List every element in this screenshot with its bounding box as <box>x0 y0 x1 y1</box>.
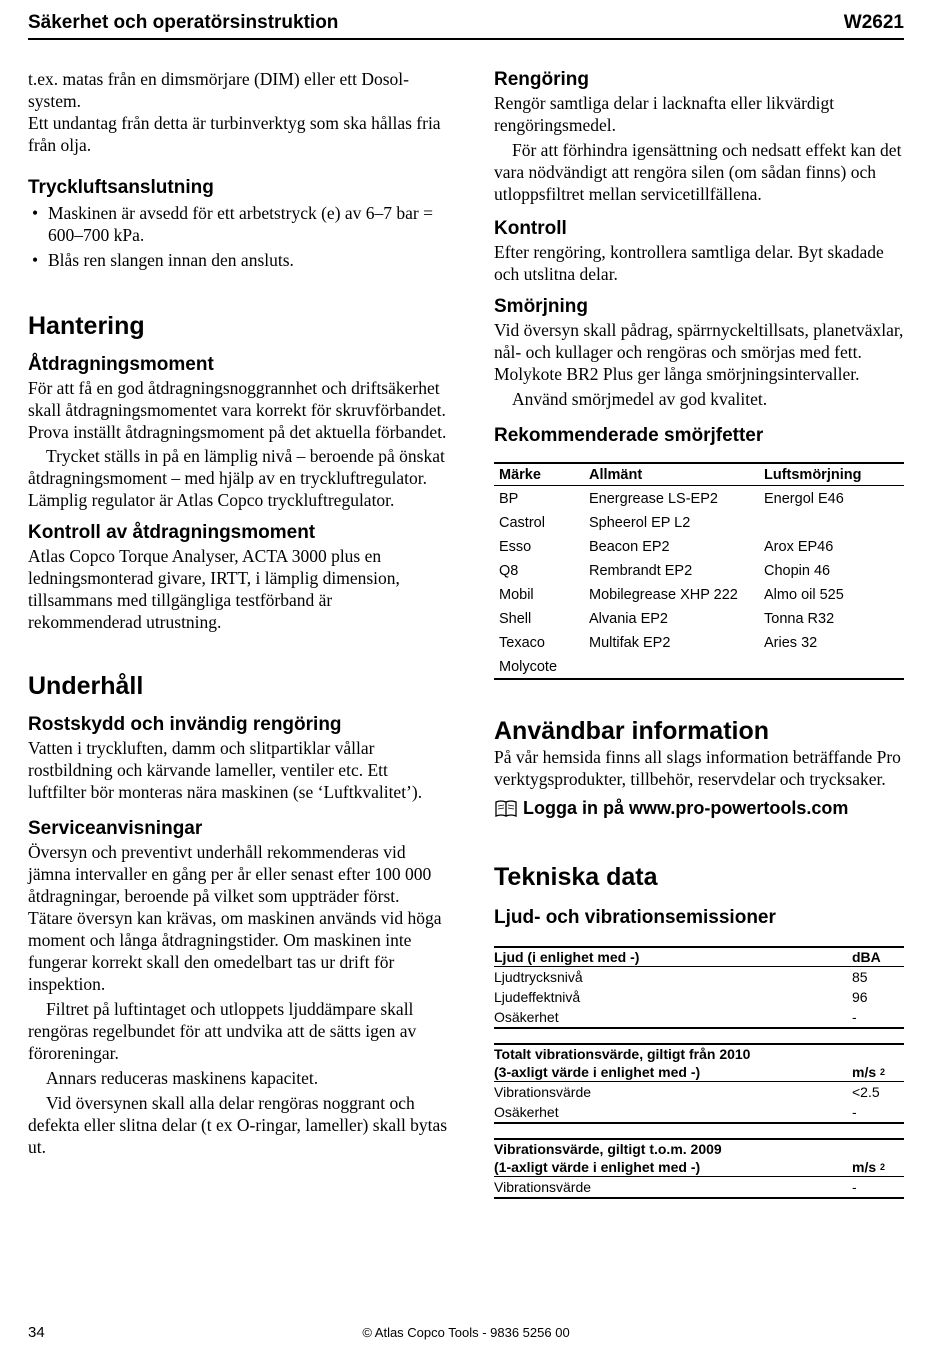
page-footer <box>28 1324 904 1346</box>
table-header-row <box>494 463 904 486</box>
table-cell: Castrol <box>499 514 545 531</box>
table-cell: Osäkerhet <box>494 1102 852 1123</box>
table-cell: Mobil <box>499 586 534 603</box>
left-column <box>28 68 448 1158</box>
rust-protection-paragraph: Vatten i tryckluften, damm och slitpartiklar vållar rostbildning och kärvande lameller, ventiler etc. Ett luftfilter bör monteras nära maskinen (se ‘Luftkvalitet’). <box>28 738 423 802</box>
table-cell: - <box>852 1177 904 1199</box>
torque-paragraph-2: Trycket ställs in på en lämplig nivå – beroende på önskat åtdragningsmoment – med hjälp av en tryckluftregulator. Lämplig regulator är Atlas Copco tryckluftregulator. <box>28 446 445 510</box>
table-cell: Multifak EP2 <box>589 634 671 651</box>
lubrication-paragraph-2: Använd smörjmedel av god kvalitet. <box>512 389 768 409</box>
table-row <box>494 534 904 558</box>
table-row <box>494 654 904 679</box>
column-header: Märke <box>494 463 584 486</box>
control-paragraph: Efter rengöring, kontrollera samtliga delar. Byt skadade och utslitna delar. <box>494 242 884 284</box>
torque-paragraph-1: För att få en god åtdragningsnoggrannhet och driftsäkerhet skall åtdragningsmomentet vara korrekt för skruvförbandet. Prova inställt åtdragningsmoment på det aktuella förbandet. <box>28 378 447 442</box>
table-row <box>494 510 904 534</box>
service-paragraph-2: Filtret på luftintaget och utloppets ljuddämpare skall rengöras regelbundet för att undvika att de sätts igen av föroreningar. <box>28 999 417 1063</box>
cleaning-paragraph-1: Rengör samtliga delar i lacknafta eller likvärdigt rengöringsmedel. <box>494 93 835 135</box>
list-item: • Blås ren slangen innan den ansluts. <box>32 250 294 270</box>
vibration-2010-title: Totalt vibrationsvärde, giltigt från 2010 <box>494 1046 751 1062</box>
table-cell: Texaco <box>499 634 545 651</box>
table-cell: Alvania EP2 <box>589 610 668 627</box>
table-row <box>494 1177 904 1199</box>
table-cell: Rembrandt EP2 <box>589 562 693 579</box>
unit-header: m/s $^2$ <box>852 1044 904 1082</box>
service-heading: Serviceanvisningar <box>28 818 203 839</box>
column-header <box>494 1139 852 1177</box>
table-cell: - <box>852 1007 904 1028</box>
table-cell: Almo oil 525 <box>764 586 844 603</box>
table-cell <box>584 654 759 679</box>
table-header-row <box>494 947 904 967</box>
cleaning-paragraph-2: För att förhindra igensättning och nedsatt effekt kan det vara nödvändigt att rengöra silen (om sådan finns) och utloppsfiltret mellan servicetillfällena. <box>494 140 902 204</box>
table-row <box>494 486 904 511</box>
table-row <box>494 1102 904 1123</box>
service-paragraph-4: Vid översynen skall alla delar rengöras noggrant och defekta eller slitna delar (t ex O-ringar, lameller) skall bytas ut. <box>28 1093 448 1157</box>
table-cell: Beacon EP2 <box>589 538 670 555</box>
table-cell <box>759 654 904 679</box>
air-connection-list <box>28 202 448 271</box>
table-cell: Vibrationsvärde <box>494 1084 592 1100</box>
right-column <box>494 68 904 1199</box>
model-code: W2621 <box>843 12 904 33</box>
table-cell: <2.5 <box>852 1084 880 1100</box>
table-row <box>494 1082 904 1103</box>
table-header-row <box>494 1044 904 1082</box>
useful-info-heading: Användbar information <box>494 717 770 745</box>
handling-heading: Hantering <box>28 312 145 340</box>
vibration-2009-title: Vibrationsvärde, giltigt t.o.m. 2009 <box>494 1141 722 1157</box>
maintenance-heading: Underhåll <box>28 672 144 700</box>
intro-paragraph-2: Ett undantag från detta är turbinverktyg som ska hållas fria från olja. <box>28 113 441 155</box>
table-cell: Osäkerhet <box>494 1007 852 1028</box>
table-cell: 85 <box>852 969 868 985</box>
torque-check-paragraph: Atlas Copco Torque Analyser, ACTA 3000 plus en ledningsmonterad givare, IRTT, i lämplig dimension, tillsammans med tillgängliga testförband är rekommenderad utrustning. <box>28 546 400 632</box>
column-header: dBA <box>852 947 904 967</box>
column-header <box>494 1044 852 1082</box>
emissions-heading: Ljud- och vibrationsemissioner <box>494 907 776 928</box>
vibration-2009-table <box>494 1138 904 1199</box>
grease-table <box>494 462 904 680</box>
table-row <box>494 967 904 988</box>
vibration-2009-subtitle: (1-axligt värde i enlighet med -) <box>494 1159 701 1175</box>
sound-table <box>494 946 904 1029</box>
technical-data-heading: Tekniska data <box>494 863 658 891</box>
table-cell: 96 <box>852 989 868 1005</box>
intro-paragraph-1: t.ex. matas från en dimsmörjare (DIM) eller ett Dosol-system. <box>28 69 409 111</box>
column-header: Ljud (i enlighet med -) <box>494 947 852 967</box>
table-cell: Vibrationsvärde <box>494 1177 852 1199</box>
copyright: © Atlas Copco Tools - 9836 5256 00 <box>362 1325 570 1340</box>
table-cell: Aries 32 <box>764 634 818 651</box>
table-row <box>494 558 904 582</box>
service-paragraph-1: Översyn och preventivt underhåll rekommenderas vid jämna intervaller en gång per år eller senast efter 100 000 åtdragningar, beroende på vilket som uppträder först. Tätare översyn kan krävas, om maskinen används vid höga moment och långa åtdragningstider. Om maskinen inte fungerar korrekt skall den omedelbart tas ur drift för inspektion. <box>28 842 442 994</box>
table-cell: Energrease LS-EP2 <box>589 490 718 507</box>
torque-check-heading: Kontroll av åtdragningsmoment <box>28 522 316 543</box>
unit-header: m/s $^2$ <box>852 1139 904 1177</box>
air-connection-heading: Tryckluftsanslutning <box>28 177 214 198</box>
cleaning-heading: Rengöring <box>494 69 589 90</box>
table-row <box>494 987 904 1007</box>
torque-heading: Åtdragningsmoment <box>28 354 214 375</box>
table-cell: BP <box>499 490 519 507</box>
page-number: 34 <box>28 1324 45 1341</box>
book-icon <box>494 799 518 817</box>
table-cell: Q8 <box>499 562 519 579</box>
list-item: • Maskinen är avsedd för ett arbetstryck (e) av 6–7 bar = 600–700 kPa. <box>32 203 433 245</box>
table-cell: Spheerol EP L2 <box>589 514 691 531</box>
table-cell: - <box>852 1102 904 1123</box>
website-link[interactable]: Logga in på www.pro-powertools.com <box>523 798 849 818</box>
table-cell: Arox EP46 <box>764 538 834 555</box>
table-cell: Molycote <box>499 658 558 675</box>
lubrication-heading: Smörjning <box>494 296 588 317</box>
table-cell: Tonna R32 <box>764 610 835 627</box>
service-paragraph-3: Annars reduceras maskinens kapacitet. <box>46 1068 319 1088</box>
table-cell: Esso <box>499 538 532 555</box>
table-cell: Shell <box>499 610 532 627</box>
table-cell: Ljudeffektnivå <box>494 989 581 1005</box>
table-row <box>494 1007 904 1028</box>
column-header: Luftsmörjning <box>759 463 904 486</box>
table-header-row <box>494 1139 904 1177</box>
table-row <box>494 630 904 654</box>
document-title: Säkerhet och operatörsinstruktion <box>28 12 339 33</box>
vibration-2010-subtitle: (3-axligt värde i enlighet med -) <box>494 1064 701 1080</box>
table-cell: Energol E46 <box>764 490 844 507</box>
table-cell: Mobilegrease XHP 222 <box>589 586 738 603</box>
grease-heading: Rekommenderade smörjfetter <box>494 425 764 446</box>
lubrication-paragraph-1: Vid översyn skall pådrag, spärrnyckeltillsats, planetväxlar, nål- och kullager och rengöras och smörjas med fett. Molykote BR2 Plus ger långa smörjningsintervaller. <box>494 320 904 384</box>
table-row <box>494 606 904 630</box>
rust-protection-heading: Rostskydd och invändig rengöring <box>28 714 342 735</box>
page-header <box>28 10 904 40</box>
table-cell: Ljudtrycksnivå <box>494 969 583 985</box>
control-heading: Kontroll <box>494 218 567 239</box>
vibration-2010-table <box>494 1043 904 1124</box>
website-link-line <box>494 796 904 820</box>
table-cell <box>759 510 904 534</box>
table-row <box>494 582 904 606</box>
useful-info-paragraph: På vår hemsida finns all slags information beträffande Pro verktygsprodukter, tillbehör, reservdelar och trycksaker. <box>494 747 901 789</box>
column-header: Allmänt <box>584 463 759 486</box>
table-cell: Chopin 46 <box>764 562 831 579</box>
